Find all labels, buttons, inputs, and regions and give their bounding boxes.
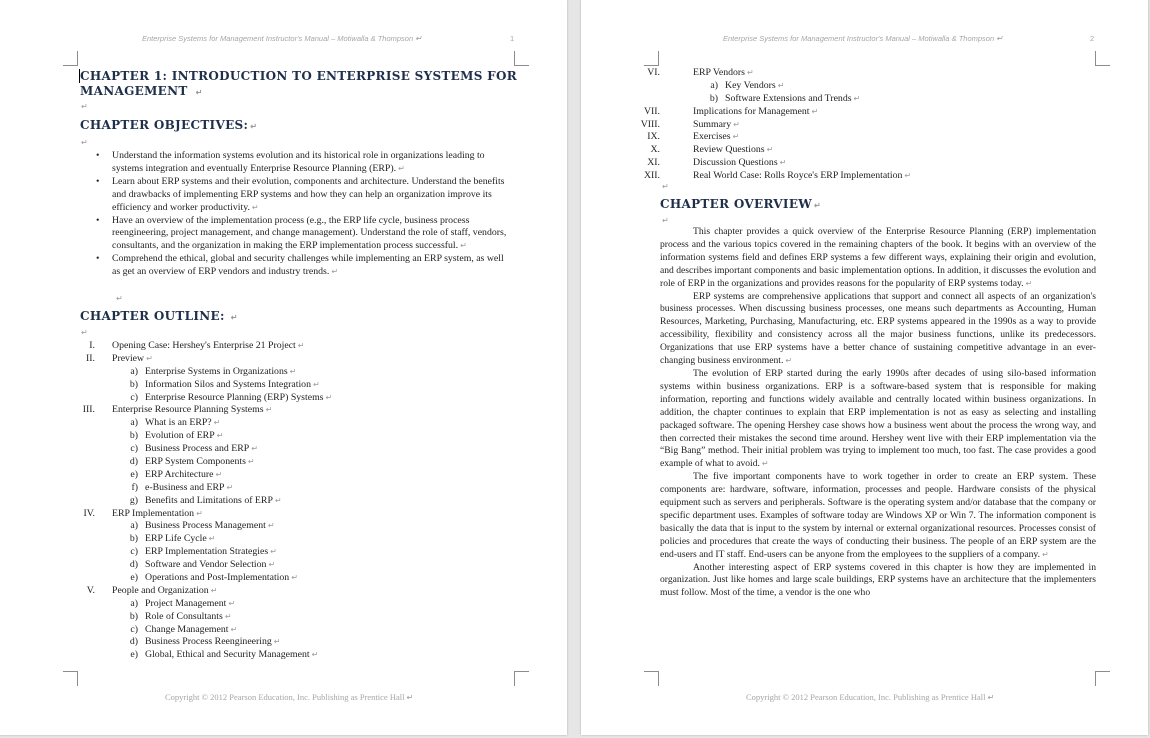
- outline-subitem-letter: a): [130, 520, 138, 532]
- outline-subitem-line: [145, 417, 220, 430]
- chapter-title[interactable]: [80, 69, 520, 100]
- outline-heading-text: CHAPTER OUTLINE:: [80, 309, 225, 323]
- outline-subitem-text: Business Process Management: [145, 520, 266, 532]
- outline-item[interactable]: [65, 404, 515, 417]
- outline-item-number: XII.: [643, 170, 660, 182]
- outline-subitem-text: Information Silos and Systems Integration: [145, 378, 311, 390]
- outline-subitem[interactable]: [65, 572, 515, 585]
- outline-item-title: Review Questions: [693, 144, 765, 156]
- paragraph-mark: ↵: [814, 201, 822, 210]
- outline-item-line: [112, 340, 304, 353]
- outline-subitem-text: Change Management: [145, 623, 229, 635]
- paragraph-mark: ↵: [247, 457, 255, 467]
- outline-subitem-letter: c): [130, 546, 138, 558]
- outline-item-number: VII.: [643, 105, 660, 117]
- outline-item-title: Summary: [693, 118, 732, 130]
- outline-subitem-letter: b): [709, 92, 718, 104]
- outline-subitem-text: ERP Implementation Strategies: [145, 546, 269, 558]
- outline-item-line: [693, 170, 911, 183]
- paragraph-mark: ↵: [224, 611, 232, 621]
- outline-subitem-letter: b): [129, 378, 138, 390]
- paragraph-mark: ↵: [331, 267, 339, 277]
- outline-subitem-letter: c): [130, 391, 138, 403]
- outline-subitem-line: [145, 495, 282, 508]
- outline-item-number: VIII.: [640, 118, 660, 130]
- page-footer-text: Copyright © 2012 Pearson Education, Inc. Publishing as Prentice Hall: [165, 692, 405, 702]
- paragraph-mark: ↵: [311, 650, 319, 660]
- page-number: 2: [1090, 34, 1095, 43]
- outline-subitem-letter: d): [129, 559, 138, 571]
- overview-paragraph[interactable]: [660, 471, 1096, 561]
- outline-subitem-letter: c): [130, 623, 138, 635]
- paragraph-mark: ↵: [81, 328, 88, 337]
- bullet-icon: •: [96, 175, 100, 187]
- overview-paragraph[interactable]: [660, 226, 1096, 291]
- outline-list-continued: [627, 67, 1097, 183]
- paragraph-mark: ↵: [215, 469, 223, 479]
- paragraph-mark: ↵: [406, 693, 414, 702]
- outline-subitem[interactable]: [65, 611, 515, 624]
- outline-subitem-line: [145, 392, 332, 405]
- paragraph-mark: ↵: [312, 379, 320, 389]
- outline-subitem-text: Software Extensions and Trends: [725, 92, 852, 104]
- page-header: [142, 34, 422, 43]
- outline-subitem-text: e-Business and ERP: [145, 481, 225, 493]
- overview-paragraph-text: ERP systems are comprehensive applications that support and connect all aspects of an organization's business processes. When discussing business processes, one means such departments as Accounting, Human Resources, Marketing, Purchasing, Manufacturing, etc. ERP systems appeared in the 1990s as a way to provide accessibility, flexibility and consistency across all the major business functions, unlike its predecessors. Organizations that use ERP systems have a better chance of sustaining competitive advantage in an ever-changing business environment.: [660, 290, 1096, 367]
- outline-subitem-letter: d): [129, 636, 138, 648]
- outline-subitem[interactable]: [65, 456, 515, 469]
- objective-text: Comprehend the ethical, global and security challenges while implementing an ERP system, as well as get an overview of ERP vendors and industry trends.: [112, 253, 504, 278]
- chapter-title-line: CHAPTER 1: INTRODUCTION TO ENTERPRISE SYSTEMS FOR: [80, 69, 517, 83]
- outline-item-title: Discussion Questions: [693, 157, 778, 169]
- objective-item[interactable]: [94, 176, 510, 215]
- outline-subitem-letter: a): [130, 597, 138, 609]
- outline-item-number: XI.: [647, 157, 660, 169]
- outline-subitem-letter: a): [710, 79, 718, 91]
- outline-subitem-line: [145, 533, 215, 546]
- outline-subitem-line: [145, 572, 298, 585]
- crop-mark: [644, 671, 659, 686]
- outline-subitem-text: ERP System Components: [145, 456, 246, 468]
- outline-subitem-line: [145, 430, 223, 443]
- paragraph-mark: ↵: [250, 122, 258, 131]
- outline-subitem-line: [145, 611, 232, 624]
- outline-item-number: III.: [82, 404, 95, 416]
- overview-paragraph-text: The evolution of ERP started during the early 1990s after decades of using silo-based information systems within business organizations. ERP is a software-based system that is responsible for making information, reporting and functions widely available and centrally located within business organizations. In addition, the chapter continues to explain that ERP implementation is not as easy as selecting and installing packaged software. The opening Hershey case shows how a business went about the process the wrong way, and then corrected their mistakes the second time around. Hershey went live with their ERP implementation via the “Big Bang” method. Their initial problem was trying to implement too much, too fast. The case provides a good example of what to avoid.: [660, 367, 1096, 470]
- outline-list: [65, 340, 515, 662]
- outline-subitem-text: Software and Vendor Selection: [145, 559, 267, 571]
- outline-subitem-line: [145, 456, 255, 469]
- outline-item-title: ERP Implementation: [112, 507, 195, 519]
- outline-subitem-letter: f): [131, 481, 138, 493]
- page-header: [723, 34, 1003, 43]
- outline-subitem[interactable]: [65, 469, 515, 482]
- paragraph-mark: ↵: [662, 216, 669, 225]
- outline-subitem-line: [145, 636, 281, 649]
- paragraph-mark: ↵: [267, 521, 275, 531]
- paragraph-mark: ↵: [325, 392, 333, 402]
- paragraph-mark: ↵: [785, 356, 793, 366]
- paragraph-mark: ↵: [996, 34, 1003, 43]
- outline-subitem-letter: b): [129, 430, 138, 442]
- outline-item[interactable]: [65, 340, 515, 353]
- outline-subitem-line: [145, 469, 222, 482]
- outline-subitem-letter: a): [130, 365, 138, 377]
- page-header-text: Enterprise Systems for Management Instructor's Manual – Motiwalla & Thompson: [142, 34, 414, 43]
- paragraph-mark: ↵: [196, 508, 203, 518]
- outline-item-line: [112, 585, 217, 598]
- overview-paragraph[interactable]: [660, 291, 1096, 368]
- outline-subitem-text: ERP Life Cycle: [145, 533, 207, 545]
- outline-item[interactable]: [627, 119, 1097, 132]
- outline-item-line: [112, 353, 153, 366]
- paragraph-mark: ↵: [273, 637, 281, 647]
- outline-item-title: Opening Case: Hershey's Enterprise 21 Project: [112, 340, 296, 351]
- outline-subitem-letter: d): [129, 456, 138, 468]
- objective-item[interactable]: [94, 253, 510, 279]
- outline-item-line: [693, 144, 773, 157]
- paragraph-mark: ↵: [733, 119, 740, 129]
- paragraph-mark: ↵: [289, 366, 297, 376]
- paragraph-mark: ↵: [732, 132, 740, 142]
- paragraph-mark: ↵: [460, 241, 467, 251]
- outline-item-number: IV.: [83, 507, 95, 519]
- outline-item[interactable]: [627, 67, 1097, 80]
- outline-item-line: [693, 119, 740, 132]
- overview-heading-text: CHAPTER OVERVIEW: [660, 197, 813, 211]
- objective-text: Learn about ERP systems and their evolution, components and architecture. Understand the benefits and drawbacks of implementing ERP systems and how they can help an organization improve its efficiency and worker productivity.: [112, 175, 505, 213]
- paragraph-mark: ↵: [777, 80, 785, 90]
- outline-item[interactable]: [627, 157, 1097, 170]
- document-page-1: [0, 0, 567, 735]
- overview-paragraph-text: This chapter provides a quick overview of the Enterprise Resource Planning (ERP) implementation process and the various topics covered in the remaining chapters of the book. It begins with an overview of the information systems field and defines ERP systems a few different ways, explaining their origin and evolution, and describes important components and basic implementation options. In addition, it discusses the evolution and role of ERP in the organizations and provides reasons for the popularity of ERP systems today.: [660, 226, 1096, 289]
- objectives-list: [94, 150, 510, 279]
- outline-item-line: [693, 67, 754, 80]
- outline-subitem-line: [145, 624, 237, 637]
- outline-subitem-letter: b): [129, 533, 138, 545]
- outline-item[interactable]: [627, 131, 1097, 144]
- paragraph-mark: ↵: [268, 560, 276, 570]
- outline-subitem[interactable]: [627, 93, 1097, 106]
- outline-subitem[interactable]: [627, 80, 1097, 93]
- paragraph-mark: ↵: [1042, 549, 1049, 559]
- outline-subitem-text: Benefits and Limitations of ERP: [145, 494, 273, 506]
- outline-subitem-text: Business Process Reengineering: [145, 636, 272, 648]
- page-number: 1: [510, 34, 515, 43]
- crop-mark: [1095, 51, 1110, 66]
- outline-item-title: Implications for Management: [693, 105, 810, 117]
- paragraph-mark: ↵: [208, 534, 216, 544]
- paragraph-mark: ↵: [195, 88, 203, 97]
- paragraph-mark: ↵: [228, 598, 236, 608]
- paragraph-mark: ↵: [853, 93, 861, 103]
- outline-subitem-letter: e): [130, 572, 138, 584]
- outline-subitem-text: Enterprise Resource Planning (ERP) Systems: [145, 391, 324, 403]
- paragraph-mark: ↵: [216, 431, 224, 441]
- outline-item-number: II.: [86, 352, 95, 364]
- outline-item[interactable]: [65, 353, 515, 366]
- outline-subitem-text: Enterprise Systems in Organizations: [145, 365, 288, 377]
- outline-subitem-line: [145, 598, 235, 611]
- paragraph-mark: ↵: [398, 163, 405, 173]
- outline-subitem-line: [145, 559, 275, 572]
- paragraph-mark: ↵: [210, 585, 218, 595]
- outline-item-number: X.: [650, 144, 660, 156]
- outline-subitem-text: Key Vendors: [725, 79, 776, 91]
- outline-item[interactable]: [627, 170, 1097, 183]
- overview-paragraph-text: The five important components have to work together in order to create an ERP system. These components are: hardware, software, information, processes and people. Hardware consists of the physical equipment such as servers and peripherals. Software is the operating system and/or database that the company or specific department uses. Examples of software today are Windows XP or Win 7. The information component is basically the data that is input to the system by internal or external organizational resources. Processes consist of policies and procedures that create the ways of conducting their business. The people of an ERP system are the end-users and IT staff. End-users can be anyone from the employees to the suppliers of a company.: [660, 471, 1096, 560]
- chapter-title-line: MANAGEMENT: [80, 84, 188, 98]
- outline-subitem-text: Role of Consultants: [145, 610, 223, 622]
- outline-item-line: [112, 404, 272, 417]
- outline-subitem-letter: e): [130, 649, 138, 661]
- crop-mark: [63, 51, 78, 66]
- crop-mark: [63, 671, 78, 686]
- outline-subitem-line: [145, 482, 233, 495]
- paragraph-mark: ↵: [81, 102, 88, 111]
- outline-subitem[interactable]: [65, 430, 515, 443]
- bullet-icon: •: [96, 150, 100, 161]
- overview-body: [660, 226, 1096, 600]
- outline-subitem-text: What is an ERP?: [145, 417, 212, 429]
- overview-paragraph-text: Another interesting aspect of ERP systems covered in this chapter is how they are implemented in organization. Just like homes and large scale buildings, ERP systems have an architecture that the implementers must follow. Most of the time, a vendor is the one who: [660, 561, 1096, 599]
- outline-heading[interactable]: [80, 309, 238, 325]
- paragraph-mark: ↵: [226, 482, 234, 492]
- outline-item-number: VI.: [647, 67, 660, 78]
- outline-subitem[interactable]: [65, 533, 515, 546]
- page-footer: [165, 692, 413, 702]
- paragraph-mark: ↵: [270, 547, 277, 557]
- outline-subitem-line: [145, 366, 296, 379]
- outline-item-title: Enterprise Resource Planning Systems: [112, 404, 264, 416]
- paragraph-mark: ↵: [766, 145, 774, 155]
- paragraph-mark: ↵: [1025, 278, 1033, 288]
- paragraph-mark: ↵: [251, 444, 258, 454]
- outline-item-number: I.: [89, 340, 95, 351]
- paragraph-mark: ↵: [987, 693, 995, 702]
- crop-mark: [514, 671, 529, 686]
- outline-subitem[interactable]: [65, 495, 515, 508]
- outline-subitem[interactable]: [65, 636, 515, 649]
- paragraph-mark: ↵: [291, 573, 298, 583]
- page-footer-text: Copyright © 2012 Pearson Education, Inc. Publishing as Prentice Hall: [746, 692, 986, 702]
- outline-item-line: [112, 508, 203, 521]
- outline-item-title: ERP Vendors: [693, 67, 745, 78]
- outline-subitem[interactable]: [65, 482, 515, 495]
- paragraph-mark: ↵: [265, 405, 273, 415]
- outline-item-title: Preview: [112, 352, 145, 364]
- objective-item[interactable]: [94, 215, 510, 254]
- paragraph-mark: ↵: [904, 171, 912, 181]
- paragraph-mark: ↵: [662, 182, 669, 191]
- outline-subitem-line: [725, 80, 784, 93]
- paragraph-mark: ↵: [81, 138, 88, 147]
- outline-subitem-line: [145, 443, 258, 456]
- outline-subitem[interactable]: [65, 649, 515, 662]
- outline-subitem-text: Project Management: [145, 597, 227, 609]
- outline-subitem-letter: g): [129, 494, 138, 506]
- objective-text: Have an overview of the implementation process (e.g., the ERP life cycle, business process reengineering, project management, and change management). Understand the role of staff, vendors, consultants, and the organization in making the ERP implementation process successful.: [112, 214, 507, 252]
- paragraph-mark: ↵: [274, 495, 282, 505]
- outline-subitem[interactable]: [65, 598, 515, 611]
- outline-subitem-line: [725, 93, 860, 106]
- outline-subitem[interactable]: [65, 379, 515, 392]
- outline-subitem-text: Operations and Post-Implementation: [145, 572, 290, 584]
- paragraph-mark: ↵: [116, 294, 123, 303]
- outline-subitem-letter: b): [129, 610, 138, 622]
- paragraph-mark: ↵: [811, 106, 819, 116]
- paragraph-mark: ↵: [297, 341, 305, 350]
- overview-heading[interactable]: [660, 197, 821, 213]
- outline-subitem[interactable]: [65, 546, 515, 559]
- objectives-heading[interactable]: [80, 118, 257, 134]
- outline-subitem-text: Global, Ethical and Security Management: [145, 649, 310, 661]
- paragraph-mark: ↵: [213, 418, 221, 428]
- outline-subitem-line: [145, 546, 277, 559]
- overview-paragraph[interactable]: [660, 368, 1096, 471]
- paragraph-mark: ↵: [415, 34, 422, 43]
- paragraph-mark: ↵: [251, 202, 259, 212]
- crop-mark: [514, 51, 529, 66]
- overview-paragraph[interactable]: [660, 562, 1096, 601]
- bullet-icon: •: [96, 214, 100, 226]
- outline-item-number: IX.: [647, 131, 660, 143]
- outline-subitem-line: [145, 649, 318, 662]
- outline-item-line: [693, 131, 739, 144]
- outline-subitem[interactable]: [65, 392, 515, 405]
- crop-mark: [644, 51, 659, 66]
- paragraph-mark: ↵: [230, 313, 238, 322]
- outline-item-title: Exercises: [693, 131, 731, 143]
- paragraph-mark: ↵: [746, 68, 754, 77]
- page-header-text: Enterprise Systems for Management Instructor's Manual – Motiwalla & Thompson: [723, 34, 995, 43]
- outline-subitem[interactable]: [65, 417, 515, 430]
- outline-subitem[interactable]: [65, 366, 515, 379]
- outline-subitem-text: Evolution of ERP: [145, 430, 215, 442]
- paragraph-mark: ↵: [779, 158, 787, 168]
- page-footer: [746, 692, 994, 702]
- outline-subitem-letter: a): [130, 417, 138, 429]
- outline-subitem-line: [145, 379, 320, 392]
- outline-subitem[interactable]: [65, 559, 515, 572]
- outline-subitem-text: Business Process and ERP: [145, 443, 250, 455]
- outline-subitem-letter: e): [130, 468, 138, 480]
- outline-item-title: Real World Case: Rolls Royce's ERP Implementation: [693, 170, 903, 182]
- outline-subitem-line: [145, 520, 275, 533]
- objective-item[interactable]: [94, 150, 510, 176]
- outline-item-number: V.: [86, 584, 95, 596]
- outline-subitem-letter: c): [130, 443, 138, 455]
- objective-text: Understand the information systems evolution and its historical role in organizations leading to systems integration and eventually Enterprise Resource Planning (ERP).: [112, 150, 485, 174]
- crop-mark: [1095, 671, 1110, 686]
- outline-item-title: People and Organization: [112, 584, 209, 596]
- outline-item-line: [693, 157, 786, 170]
- paragraph-mark: ↵: [146, 353, 153, 363]
- paragraph-mark: ↵: [230, 624, 238, 634]
- bullet-icon: •: [96, 253, 100, 265]
- objectives-heading-text: CHAPTER OBJECTIVES:: [80, 118, 249, 132]
- outline-item[interactable]: [65, 585, 515, 598]
- paragraph-mark: ↵: [761, 459, 769, 469]
- outline-item[interactable]: [65, 508, 515, 521]
- outline-subitem-text: ERP Architecture: [145, 468, 214, 480]
- outline-subitem[interactable]: [65, 624, 515, 637]
- outline-subitem[interactable]: [65, 443, 515, 456]
- outline-item[interactable]: [627, 106, 1097, 119]
- outline-item[interactable]: [627, 144, 1097, 157]
- outline-subitem[interactable]: [65, 520, 515, 533]
- outline-item-line: [693, 106, 818, 119]
